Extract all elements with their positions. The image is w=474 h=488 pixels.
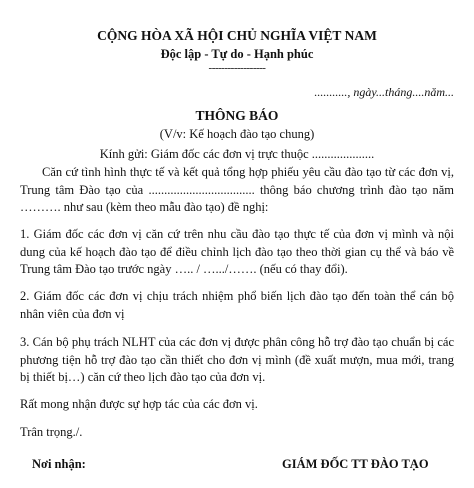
document-subject: (V/v: Kế hoạch đào tạo chung) [159, 127, 315, 141]
item-1-paragraph: 1. Giám đốc các đơn vị căn cứ trên nhu cầu đào tạo thực tế của đơn vị mình và nội dung của kế hoạch đào tạo để điều chỉnh lịch đào tạo theo thời gian cụ thể và báo về Trung tâm Đào tạo trước ngày ….. / ….../……. (nếu có thay đổi). [20, 227, 454, 276]
recipients-label: Nơi nhận: [32, 457, 86, 471]
closing-paragraph: Rất mong nhận được sự hợp tác của các đơn vị. [20, 397, 258, 411]
intro-paragraph: Căn cứ tình hình thực tế và kết quả tổng hợp phiếu yêu cầu đào tạo từ các đơn vị, Trung tâm Đào tạo của .................................. thông báo chương trình đào tạo năm ………. như sau (kèm theo mẫu đào tạo) đề nghị: [20, 165, 454, 214]
item-3-paragraph: 3. Cán bộ phụ trách NLHT của các đơn vị được phân công hỗ trợ đào tạo chuẩn bị các phương tiện hỗ trợ đào tạo cần thiết cho đơn vị mình (đề xuất mượn, mua mới, trang bị thiết bị…) căn cứ theo lịch đào tạo của đơn vị. [20, 335, 454, 384]
signer-title: GIÁM ĐỐC TT ĐÀO TẠO [282, 457, 429, 471]
document-title: THÔNG BÁO [195, 108, 279, 123]
regards-line: Trân trọng./. [20, 425, 83, 439]
header-separator: ------------------ [208, 62, 266, 74]
national-motto: Độc lập - Tự do - Hạnh phúc [160, 47, 314, 61]
country-name-heading: CỘNG HÒA XÃ HỘI CHỦ NGHĨA VIỆT NAM [97, 28, 377, 43]
date-line: ..........., ngày...tháng....năm... [314, 85, 454, 99]
addressee-line: Kính gửi: Giám đốc các đơn vị trực thuộc .................... [99, 147, 375, 161]
item-2-paragraph: 2. Giám đốc các đơn vị chịu trách nhiệm phổ biến lịch đào tạo đến toàn thể cán bộ nhân viên của đơn vị [20, 289, 454, 321]
